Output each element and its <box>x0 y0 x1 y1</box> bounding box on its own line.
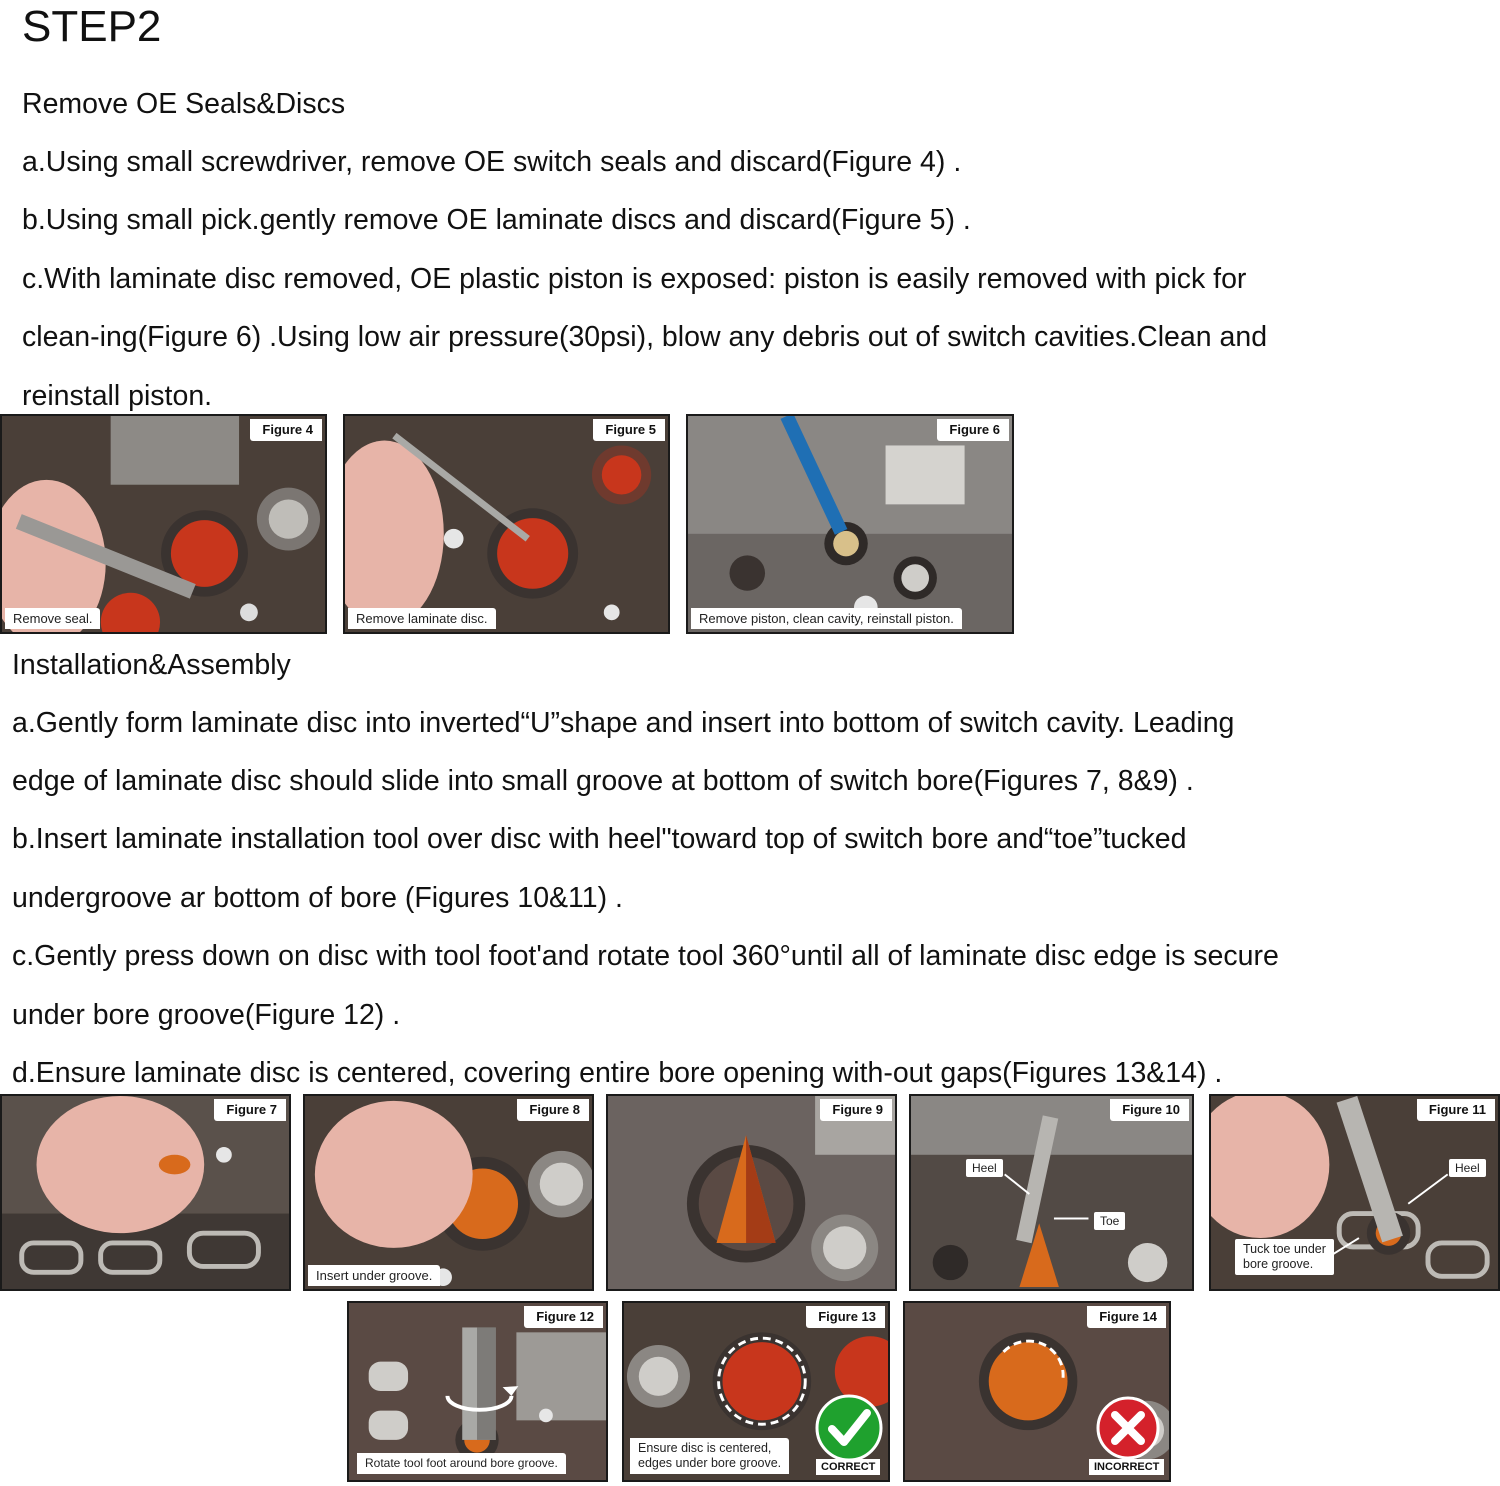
x-icon <box>1095 1395 1161 1461</box>
figure-label: Figure 4 <box>250 419 322 441</box>
figure-11 <box>1209 1094 1500 1291</box>
instruction-line: c.Gently press down on disc with tool foot'and rotate tool 360°until all of laminate disc edge is secure <box>12 940 1279 972</box>
checkmark-icon <box>814 1393 884 1463</box>
figure-7 <box>0 1094 291 1291</box>
figure-label: Figure 10 <box>1110 1099 1189 1121</box>
heel-callout: Heel <box>966 1159 1003 1177</box>
instruction-line: d.Ensure laminate disc is centered, covering entire bore opening with-out gaps(Figures 13&14) . <box>12 1057 1223 1089</box>
figure-label: Figure 5 <box>593 419 665 441</box>
instruction-line: undergroove ar bottom of bore (Figures 10&11) . <box>12 882 623 914</box>
figure-label: Figure 12 <box>524 1306 603 1328</box>
figure-6 <box>686 414 1014 634</box>
figure-caption: Remove piston, clean cavity, reinstall piston. <box>691 608 962 629</box>
instruction-line: b.Using small pick.gently remove OE laminate discs and discard(Figure 5) . <box>22 204 971 236</box>
figure-14 <box>903 1301 1171 1482</box>
figure-label: Figure 9 <box>820 1099 892 1121</box>
figure-10 <box>909 1094 1194 1291</box>
instruction-line: under bore groove(Figure 12) . <box>12 999 401 1031</box>
figure-caption: Ensure disc is centered, edges under bore groove. <box>630 1438 789 1474</box>
figure-caption: Tuck toe under bore groove. <box>1235 1239 1334 1275</box>
figure-caption: Insert under groove. <box>308 1265 440 1286</box>
instruction-line: reinstall piston. <box>22 380 213 412</box>
section-heading-installation: Installation&Assembly <box>12 649 291 681</box>
instruction-line: a.Using small screwdriver, remove OE switch seals and discard(Figure 4) . <box>22 146 962 178</box>
figure-caption: Rotate tool foot around bore groove. <box>357 1453 566 1474</box>
rotate-arrow-icon <box>447 1381 517 1413</box>
figure-5 <box>343 414 670 634</box>
figure-caption: Remove laminate disc. <box>348 608 496 629</box>
incorrect-badge: INCORRECT <box>1089 1459 1164 1475</box>
instruction-line: c.With laminate disc removed, OE plastic piston is exposed: piston is easily removed with pick for <box>22 263 1247 295</box>
heel-callout: Heel <box>1449 1159 1486 1177</box>
figure-12 <box>347 1301 608 1482</box>
figure-label: Figure 13 <box>806 1306 885 1328</box>
figure-label: Figure 11 <box>1417 1099 1495 1121</box>
instruction-line: a.Gently form laminate disc into inverted“U”shape and insert into bottom of switch cavity. Leading <box>12 707 1235 739</box>
figure-label: Figure 7 <box>214 1099 286 1121</box>
section-heading-remove: Remove OE Seals&Discs <box>22 88 346 120</box>
step-title: STEP2 <box>22 2 162 51</box>
figure-8 <box>303 1094 594 1291</box>
figure-label: Figure 8 <box>517 1099 589 1121</box>
toe-callout: Toe <box>1094 1212 1125 1230</box>
figure-caption: Remove seal. <box>5 608 100 629</box>
figure-label: Figure 6 <box>937 419 1009 441</box>
instruction-line: b.Insert laminate installation tool over disc with heel"toward top of switch bore and“toe”tucked <box>12 823 1187 855</box>
figure-4 <box>0 414 327 634</box>
instruction-line: edge of laminate disc should slide into small groove at bottom of switch bore(Figures 7, 8&9) . <box>12 765 1194 797</box>
figure-13 <box>622 1301 890 1482</box>
figure-label: Figure 14 <box>1087 1306 1166 1328</box>
correct-badge: CORRECT <box>816 1459 880 1475</box>
figure-9 <box>606 1094 897 1291</box>
instruction-line: clean-ing(Figure 6) .Using low air pressure(30psi), blow any debris out of switch cavities.Clean and <box>22 321 1268 353</box>
